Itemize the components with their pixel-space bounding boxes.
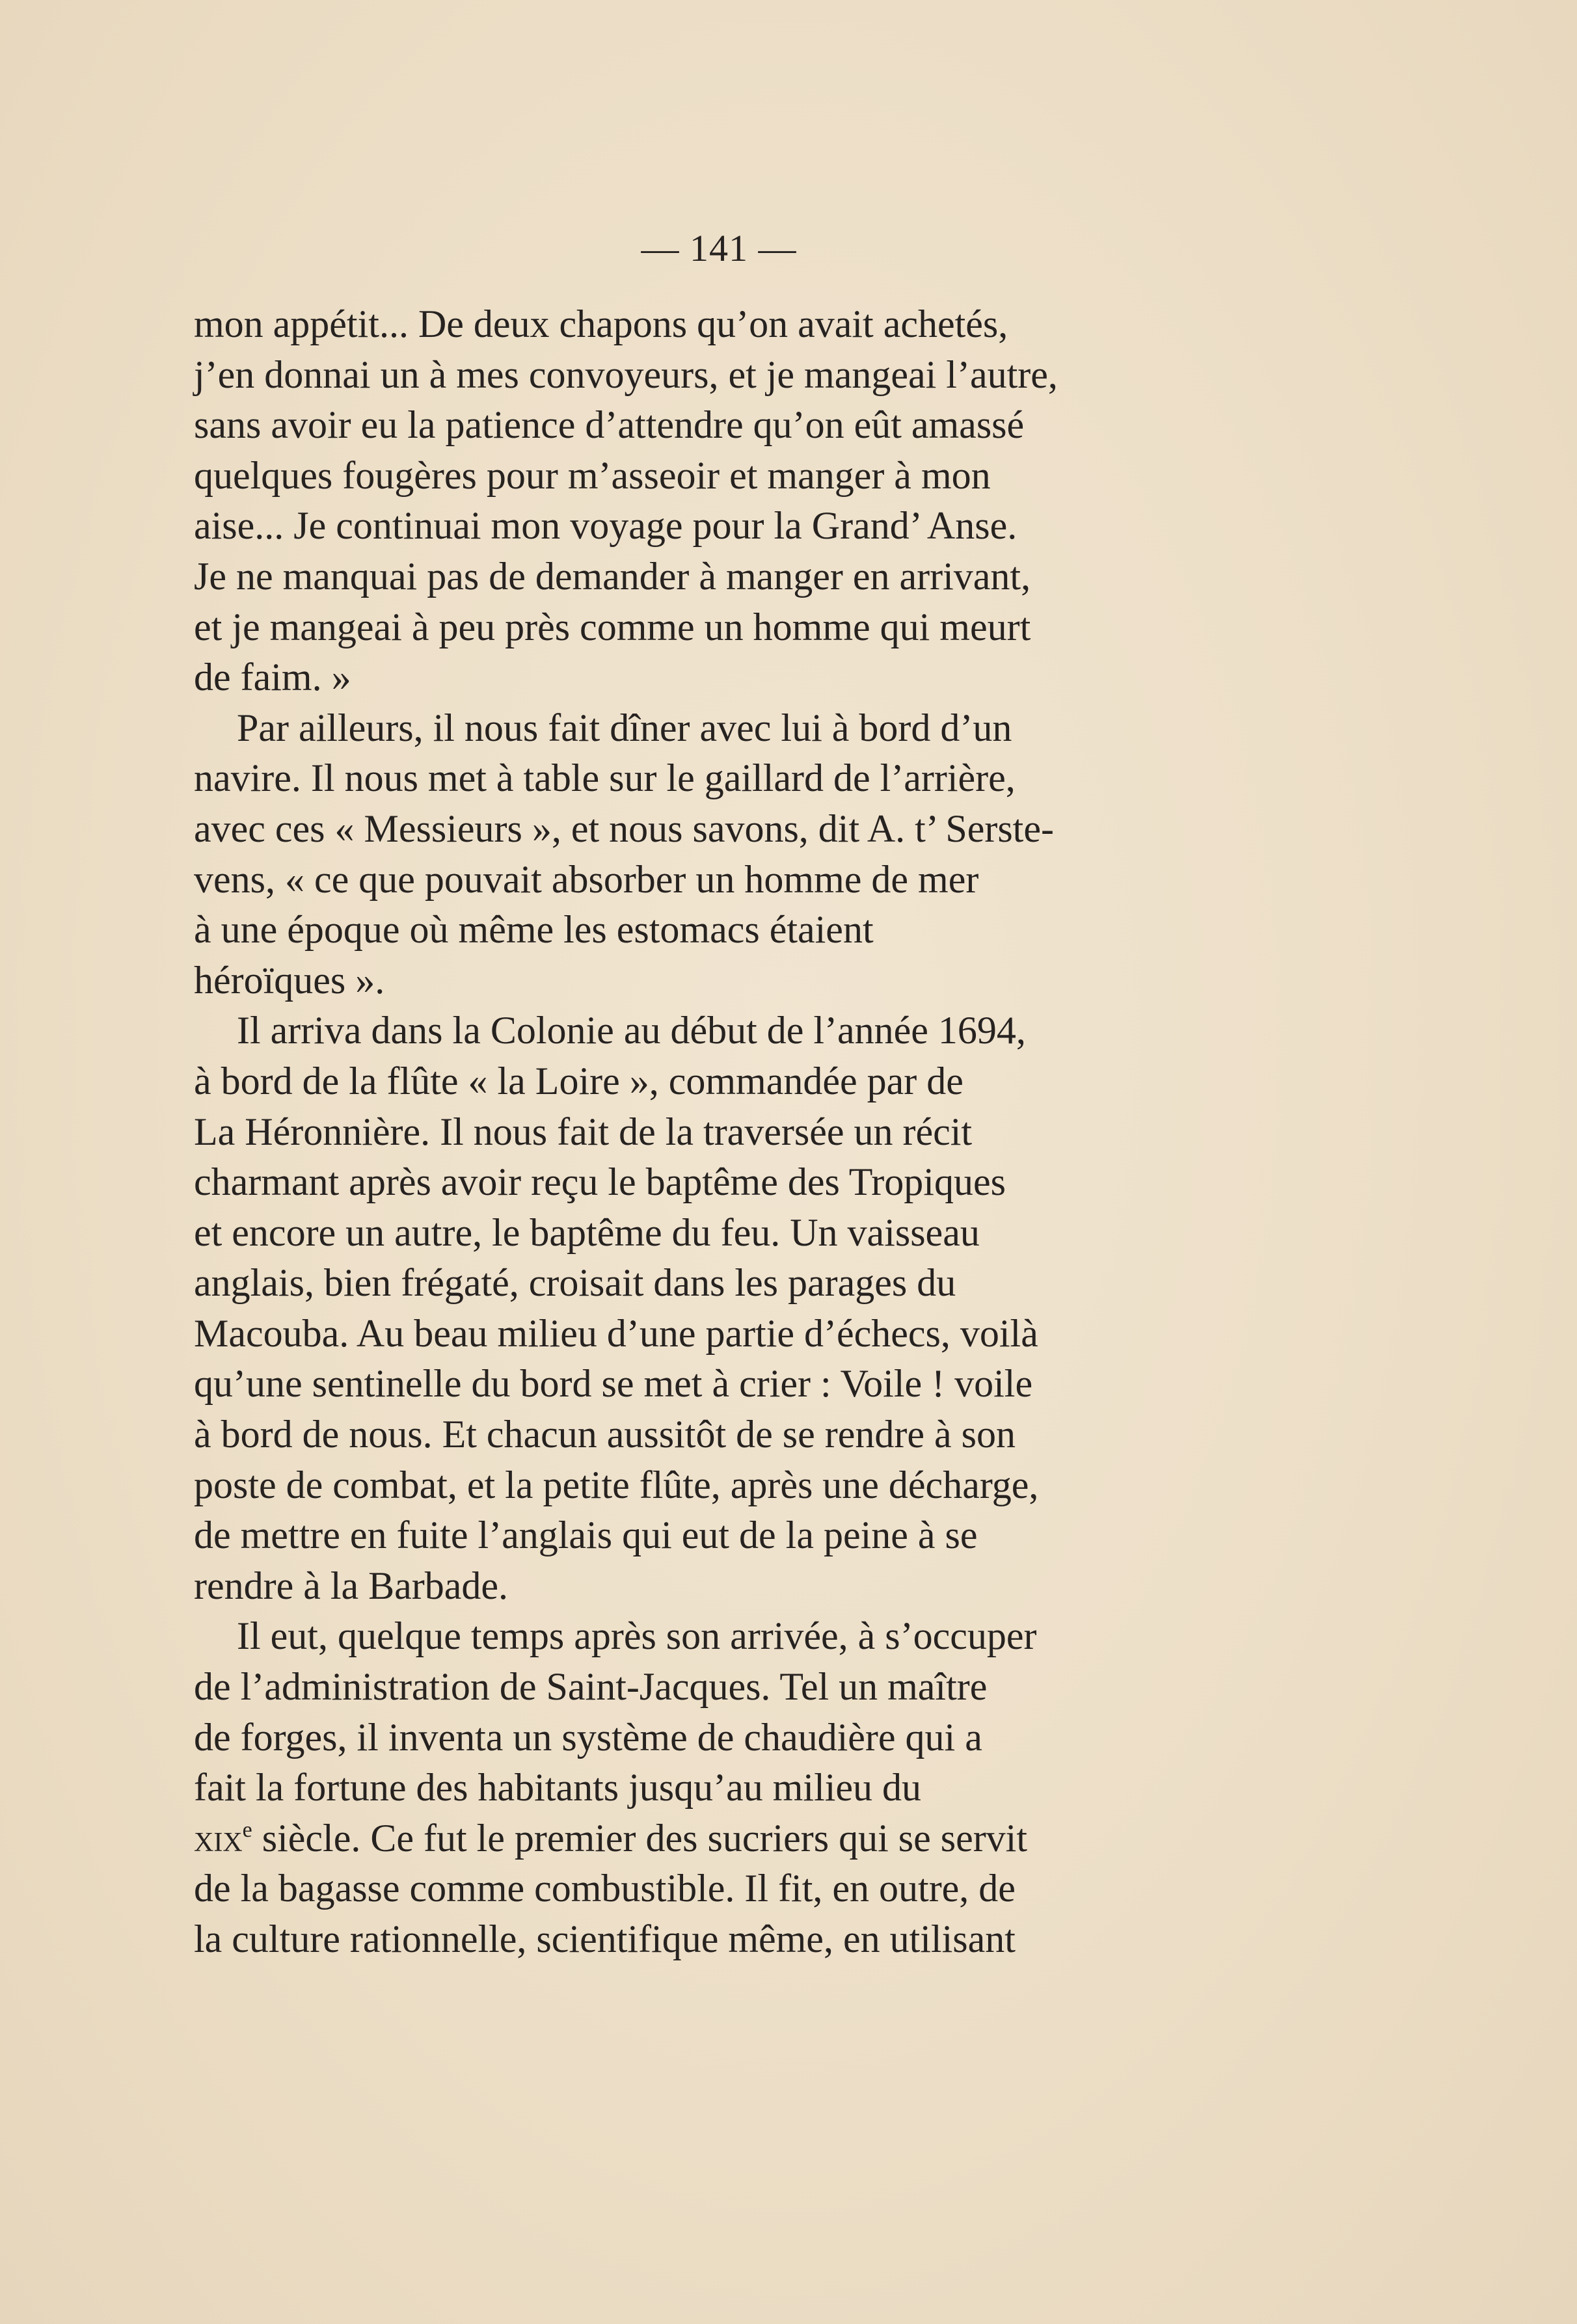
text-line: quelques fougères pour m’asseoir et manger à mon [194,453,991,497]
page-number: — 141 — [641,227,797,269]
text-line: vens, « ce que pouvait absorber un homme de mer [194,857,979,901]
text-line: de l’administration de Saint-Jacques. Tel un maître [194,1665,988,1709]
text-line: de forges, il inventa un système de chaudière qui a [194,1715,982,1759]
text-line: Macouba. Au beau milieu d’une partie d’échecs, voilà [194,1311,1038,1355]
text-line: Par ailleurs, il nous fait dîner avec lui à bord d’un [237,706,1012,749]
text-line: de faim. » [194,656,351,699]
text-line: sans avoir eu la patience d’attendre qu’on eût amassé [194,403,1025,447]
text-line: fait la fortune des habitants jusqu’au milieu du [194,1766,922,1810]
text-line: aise... Je continuai mon voyage pour la Grand’ Anse. [194,504,1018,548]
text-line: la culture rationnelle, scientifique même, en utilisant [194,1917,1016,1960]
text-line: j’en donnai un à mes convoyeurs, et je mangeai l’autre, [194,353,1058,396]
text-line: avec ces « Messieurs », et nous savons, dit A. t’ Serste- [194,807,1054,850]
superscript: e [242,1817,252,1842]
text-line: Il eut, quelque temps après son arrivée, à s’occuper [237,1614,1037,1658]
text-line: à bord de nous. Et chacun aussitôt de se rendre à son [194,1413,1016,1456]
text-line: de la bagasse comme combustible. Il fit, en outre, de [194,1867,1016,1910]
text-line: Je ne manquai pas de demander à manger en arrivant, [194,554,1031,598]
text-line: et encore un autre, le baptême du feu. Un vaisseau [194,1210,980,1254]
text-line: à une époque où même les estomacs étaient [194,908,874,952]
text-line: poste de combat, et la petite flûte, après une décharge, [194,1463,1039,1506]
text-line: héroïques ». [194,958,385,1002]
line-segment: siècle. Ce fut le premier des sucriers qui se servit [252,1816,1028,1860]
text-line: rendre à la Barbade. [194,1564,509,1607]
text-line: La Héronnière. Il nous fait de la traversée un récit [194,1110,973,1153]
line-segment: xix [194,1816,243,1860]
text-line: charmant après avoir reçu le baptême des Tropiques [194,1160,1006,1204]
text-line: mon appétit... De deux chapons qu’on avait achetés, [194,302,1008,345]
text-line: Il arriva dans la Colonie au début de l’année 1694, [237,1009,1026,1052]
text-line: de mettre en fuite l’anglais qui eut de la peine à se [194,1514,978,1557]
text-line: et je mangeai à peu près comme un homme qui meurt [194,605,1031,648]
text-line: navire. Il nous met à table sur le gaillard de l’arrière, [194,756,1016,800]
text-line: qu’une sentinelle du bord se met à crier : Voile ! voile [194,1362,1033,1406]
text-line: anglais, bien frégaté, croisait dans les parages du [194,1261,956,1305]
text-line: à bord de la flûte « la Loire », commandée par de [194,1059,964,1102]
text-line [194,1813,1178,1864]
body-text [194,299,1178,1965]
